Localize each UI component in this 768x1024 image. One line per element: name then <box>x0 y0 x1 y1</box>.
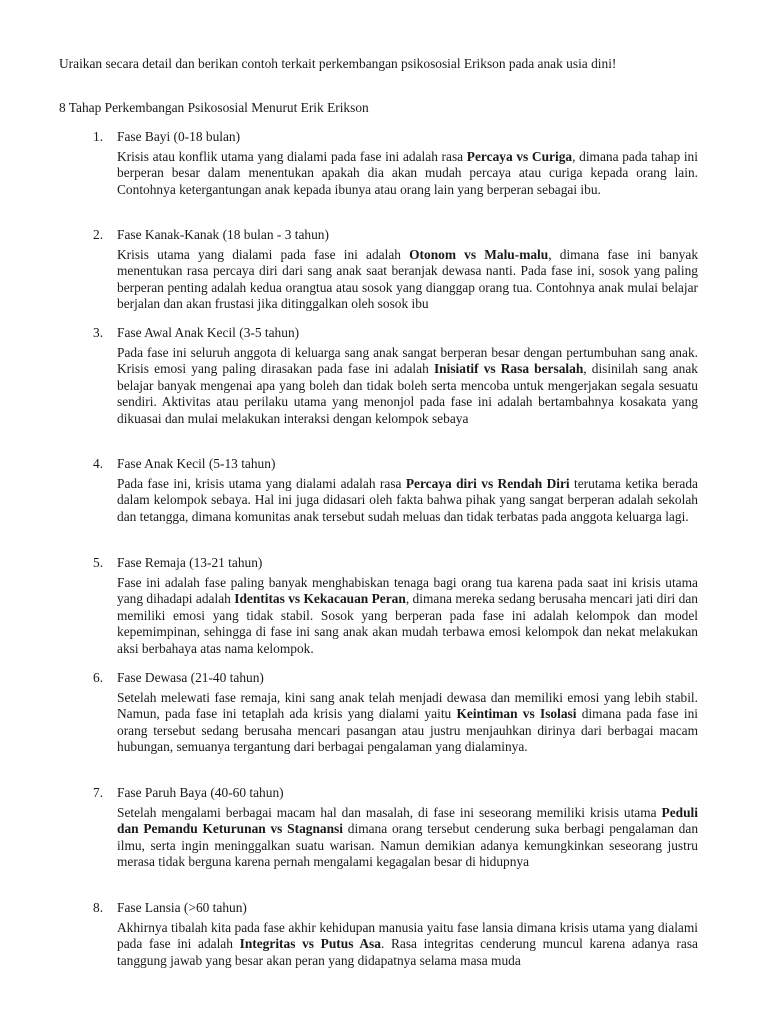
stage-text-pre: Setelah mengalami berbagai macam hal dan masalah, di fase ini seseorang memiliki krisis utama <box>117 805 662 820</box>
stage-description <box>117 575 698 657</box>
stage-description <box>117 920 698 969</box>
stage-text-post: , dimana fase ini banyak menentukan rasa percaya diri dari sang anak saat beranjak dewasa nanti. Pada fase ini, sosok yang paling berperan penting adalah kedua orangtua atau sosok yang dianggap orang tua. Contohnya anak mulai belajar berjalan dan akan frustasi jika ditinggalkan oleh sosok ibu <box>117 247 699 312</box>
stage-title: Fase Awal Anak Kecil (3-5 tahun) <box>117 325 300 340</box>
stage-title: Fase Paruh Baya (40-60 tahun) <box>117 785 284 800</box>
stage-text-pre: Krisis atau konflik utama yang dialami pada fase ini adalah rasa <box>117 149 467 164</box>
stage-text-post: , disinilah sang anak belajar banyak mengenai apa yang boleh dan tidak boleh serta mencoba untuk mengerjakan segala sesuatu sendiri. Aktivitas atau perilaku utama yang menonjol pada fase ini adalah bertambahnya kosakata yang dikuasai dan mulai melakukan interaksi dengan kelompok sebaya <box>117 361 698 426</box>
stage-number: 3. <box>93 325 104 340</box>
stage-crisis: Inisiatif vs Rasa bersalah <box>433 361 584 377</box>
stage-text-pre: Pada fase ini seluruh anggota di keluarga sang anak sangat berperan besar dengan pertumbuhan sang anak. Krisis emosi yang paling dirasakan pada fase ini adalah <box>117 345 698 377</box>
stage-text-pre: Pada fase ini, krisis utama yang dialami adalah rasa <box>117 476 406 491</box>
stage-heading <box>93 900 247 917</box>
stage-text-pre: Fase ini adalah fase paling banyak menghabiskan tenaga bagi orang tua karena pada saat ini krisis utama yang dihadapi adalah <box>117 575 698 607</box>
stage-number: 1. <box>93 129 104 144</box>
stage-crisis: Percaya diri vs Rendah Diri <box>405 476 570 491</box>
stage-number: 2. <box>93 227 104 242</box>
stage-text-pre: Setelah melewati fase remaja, kini sang anak telah menjadi dewasa dan memiliki emosi yang lebih stabil. Namun, pada fase ini tetaplah ada krisis yang dialami yaitu <box>117 690 698 722</box>
stage-text-post: dimana pada fase ini orang tersebut sedang berusaha mencari pasangan atau justru menjauhkan dirinya dari berbagai macam hubungan, semuanya tergantung dari berbagai pengalaman yang dialaminya. <box>117 706 698 755</box>
stage-title: Fase Remaja (13-21 tahun) <box>117 555 263 570</box>
stage-text-pre: Akhirnya tibalah kita pada fase akhir kehidupan manusia yaitu fase lansia dimana krisis utama yang dialami pada fase ini adalah <box>117 920 698 952</box>
stage-crisis: Otonom vs Malu-malu <box>409 247 549 262</box>
stage-crisis: Identitas vs Kekacauan Peran <box>234 591 406 607</box>
stage-description <box>117 476 698 525</box>
stage-number: 6. <box>93 670 104 685</box>
stage-text-post: terutama ketika berada dalam kelompok sebaya. Hal ini juga didasari oleh fakta bahwa pihak yang sangat berperan adalah sekolah dan tetangga, dimana komunitas anak tersebut sudah meluas dan tidak terbatas pada anggota keluarga lagi. <box>117 476 698 524</box>
stage-description <box>117 247 698 313</box>
stage-text-post: . Rasa integritas cenderung muncul karena adanya rasa tanggung jawab yang besar akan peran yang didapatnya selama masa muda <box>117 936 698 968</box>
stage-crisis: Percaya vs Curiga <box>466 149 573 164</box>
stage-crisis: Integritas vs Putus Asa <box>239 936 381 952</box>
stage-heading <box>93 227 329 244</box>
stage-number: 8. <box>93 900 104 915</box>
stage-text-post: , dimana pada tahap ini berperan besar dalam menentukan apakah dia akan mudah percaya atau curiga kepada orang lain. Contohnya ketergantungan anak kepada ibunya atau orang lain yang berperan sebagai ibu. <box>117 149 698 197</box>
stage-description <box>117 149 698 198</box>
document-subtitle: 8 Tahap Perkembangan Psikososial Menurut Erik Erikson <box>59 100 369 115</box>
stage-heading <box>93 785 284 802</box>
stage-title: Fase Dewasa (21-40 tahun) <box>117 670 264 685</box>
stage-crisis: Peduli dan Pemandu Keturunan vs Stagnansi <box>117 805 698 837</box>
stage-text-post: , dimana mereka sedang berusaha mencari jati diri dan memiliki emosi yang tidak stabil. Sosok yang berperan pada fase ini adalah kelompok dan model kepemimpinan, sehingga di fase ini sang anak akan mudah terbawa emosi kelompok dan nekat melakukan aksi berbahaya atas nama kelompok. <box>117 591 698 656</box>
stage-title: Fase Kanak-Kanak (18 bulan - 3 tahun) <box>117 227 329 242</box>
stage-title: Fase Bayi (0-18 bulan) <box>117 129 241 144</box>
stage-number: 4. <box>93 456 104 471</box>
stage-heading <box>93 555 262 572</box>
stage-description <box>117 345 698 427</box>
stage-crisis: Keintiman vs Isolasi <box>456 706 577 722</box>
stage-text-post: dimana orang tersebut cenderung suka berbagi pengalaman dan ilmu, serta ingin meninggalkan suatu warisan. Namun demikian adanya kemungkinkan seseorang justru merasa tidak berguna karena pernah mengalami kegagalan besar di hidupnya <box>117 821 699 870</box>
stage-text-pre: Krisis utama yang dialami pada fase ini adalah <box>117 247 410 262</box>
intro-question: Uraikan secara detail dan berikan contoh terkait perkembangan psikososial Erikson pada anak usia dini! <box>59 56 617 71</box>
stage-number: 7. <box>93 785 104 800</box>
stage-description <box>117 690 698 756</box>
stage-heading <box>93 129 240 146</box>
stage-title: Fase Anak Kecil (5-13 tahun) <box>117 456 276 471</box>
stage-description <box>117 805 698 871</box>
stage-heading <box>93 325 299 342</box>
stage-heading <box>93 670 264 687</box>
stage-title: Fase Lansia (>60 tahun) <box>117 900 247 915</box>
stage-heading <box>93 456 275 473</box>
stage-number: 5. <box>93 555 104 570</box>
